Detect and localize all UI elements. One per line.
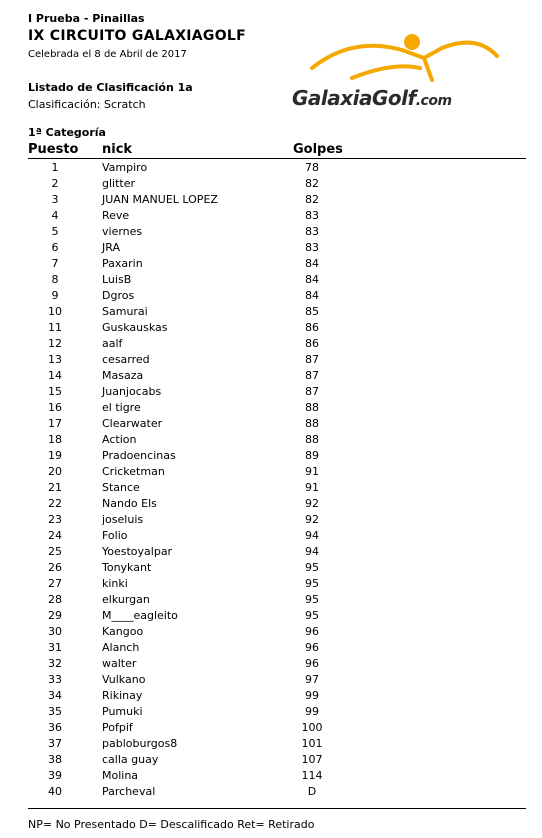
table-row	[0, 544, 542, 560]
row-position: 5	[51, 225, 59, 238]
row-score: 95	[305, 577, 319, 590]
table-row	[0, 224, 542, 240]
row-score: 99	[305, 705, 319, 718]
header-line1: I Prueba - Pinaillas	[28, 12, 145, 25]
row-nick: glitter	[102, 177, 136, 190]
table-row	[0, 640, 542, 656]
table-row	[0, 448, 542, 464]
row-nick: Juanjocabs	[102, 385, 162, 398]
logo-wordmark	[292, 86, 452, 110]
table-row	[0, 672, 542, 688]
row-position: 11	[48, 321, 62, 334]
table-row	[0, 304, 542, 320]
table-row	[0, 352, 542, 368]
row-score: 95	[305, 609, 319, 622]
row-position: 19	[48, 449, 62, 462]
row-position: 30	[48, 625, 62, 638]
row-score: 114	[301, 769, 323, 782]
column-header-golpes: Golpes	[293, 142, 343, 157]
row-position: 20	[48, 465, 62, 478]
row-nick: calla guay	[102, 753, 159, 766]
row-nick: Folio	[102, 529, 128, 542]
table-row	[0, 688, 542, 704]
row-score: 94	[305, 529, 319, 542]
table-row	[0, 512, 542, 528]
row-position: 6	[51, 241, 59, 254]
row-nick: Vulkano	[102, 673, 146, 686]
row-score: 88	[305, 433, 319, 446]
table-row	[0, 384, 542, 400]
table-row	[0, 256, 542, 272]
table-row	[0, 480, 542, 496]
row-position: 1	[51, 161, 59, 174]
row-nick: Pumuki	[102, 705, 143, 718]
row-score: 83	[305, 209, 319, 222]
row-score: 95	[305, 561, 319, 574]
row-nick: JRA	[102, 241, 120, 254]
row-score: 87	[305, 369, 319, 382]
row-position: 14	[48, 369, 62, 382]
galaxiagolf-logo	[292, 28, 512, 120]
row-nick: Masaza	[102, 369, 144, 382]
footer-divider	[28, 808, 526, 809]
table-row	[0, 336, 542, 352]
row-score: 87	[305, 385, 319, 398]
row-position: 28	[48, 593, 62, 606]
row-position: 21	[48, 481, 62, 494]
results-table	[0, 160, 542, 800]
row-score: 86	[305, 337, 319, 350]
row-position: 39	[48, 769, 62, 782]
legend-text: NP= No Presentado D= Descalificado Ret= Retirado	[28, 818, 315, 831]
row-position: 40	[48, 785, 62, 798]
row-score: 107	[301, 753, 323, 766]
table-row	[0, 176, 542, 192]
row-score: 92	[305, 513, 319, 526]
table-row	[0, 288, 542, 304]
row-score: 101	[301, 737, 323, 750]
row-position: 16	[48, 401, 62, 414]
row-nick: Clearwater	[102, 417, 163, 430]
row-position: 23	[48, 513, 62, 526]
row-position: 33	[48, 673, 62, 686]
row-nick: Tonykant	[102, 561, 152, 574]
table-row	[0, 720, 542, 736]
row-nick: walter	[102, 657, 137, 670]
row-score: 96	[305, 641, 319, 654]
row-score: 84	[305, 289, 319, 302]
row-score: 91	[305, 481, 319, 494]
table-row	[0, 400, 542, 416]
row-nick: Samurai	[102, 305, 148, 318]
row-nick: Rikinay	[102, 689, 143, 702]
row-position: 8	[51, 273, 59, 286]
row-position: 2	[51, 177, 59, 190]
row-position: 7	[51, 257, 59, 270]
table-row	[0, 608, 542, 624]
row-nick: kinki	[102, 577, 128, 590]
row-score: 84	[305, 257, 319, 270]
table-row	[0, 416, 542, 432]
row-position: 9	[51, 289, 59, 302]
table-row	[0, 272, 542, 288]
row-score: 99	[305, 689, 319, 702]
row-score: 97	[305, 673, 319, 686]
row-nick: Pofpif	[102, 721, 133, 734]
row-position: 38	[48, 753, 62, 766]
table-row	[0, 656, 542, 672]
row-nick: M____eagleito	[102, 609, 178, 622]
row-nick: Parcheval	[102, 785, 156, 798]
row-score: 85	[305, 305, 319, 318]
classification-type: Clasificación: Scratch	[28, 98, 146, 111]
row-nick: el tigre	[102, 401, 141, 414]
row-position: 17	[48, 417, 62, 430]
row-score: 100	[301, 721, 323, 734]
list-title: Listado de Clasificación 1a	[28, 81, 193, 94]
row-score: 96	[305, 625, 319, 638]
row-position: 18	[48, 433, 62, 446]
row-position: 26	[48, 561, 62, 574]
table-row	[0, 496, 542, 512]
row-position: 29	[48, 609, 62, 622]
row-score: 84	[305, 273, 319, 286]
table-row	[0, 784, 542, 800]
row-score: 92	[305, 497, 319, 510]
row-position: 3	[51, 193, 59, 206]
row-score: 83	[305, 225, 319, 238]
row-nick: Nando Els	[102, 497, 157, 510]
header-divider	[28, 158, 526, 159]
row-nick: Yoestoyalpar	[102, 545, 173, 558]
row-nick: elkurgan	[102, 593, 150, 606]
logo-text-main: GalaxiaGolf	[292, 86, 416, 110]
table-row	[0, 208, 542, 224]
logo-text-suffix: .com	[415, 93, 452, 109]
row-position: 15	[48, 385, 62, 398]
row-nick: Action	[102, 433, 137, 446]
row-nick: Kangoo	[102, 625, 144, 638]
row-score: 88	[305, 401, 319, 414]
row-score: 95	[305, 593, 319, 606]
column-header-puesto: Puesto	[28, 142, 79, 157]
page-title: IX CIRCUITO GALAXIAGOLF	[28, 28, 247, 44]
row-score: 82	[305, 193, 319, 206]
row-position: 27	[48, 577, 62, 590]
table-row	[0, 432, 542, 448]
table-row	[0, 368, 542, 384]
row-nick: Cricketman	[102, 465, 165, 478]
row-score: 78	[305, 161, 319, 174]
row-position: 37	[48, 737, 62, 750]
row-position: 34	[48, 689, 62, 702]
row-nick: viernes	[102, 225, 143, 238]
table-row	[0, 528, 542, 544]
row-position: 22	[48, 497, 62, 510]
row-position: 25	[48, 545, 62, 558]
row-nick: Dgros	[102, 289, 135, 302]
table-row	[0, 240, 542, 256]
category-label: 1ª Categoría	[28, 126, 106, 139]
table-row	[0, 464, 542, 480]
row-nick: JUAN MANUEL LOPEZ	[102, 193, 218, 206]
table-row	[0, 768, 542, 784]
table-row	[0, 624, 542, 640]
table-row	[0, 320, 542, 336]
row-nick: LuisB	[102, 273, 132, 286]
row-score: 86	[305, 321, 319, 334]
row-nick: aalf	[102, 337, 123, 350]
golfer-swing-icon	[292, 28, 512, 88]
row-position: 36	[48, 721, 62, 734]
row-nick: Pradoencinas	[102, 449, 176, 462]
row-position: 10	[48, 305, 62, 318]
row-score: 96	[305, 657, 319, 670]
table-row	[0, 752, 542, 768]
table-row	[0, 736, 542, 752]
row-nick: Stance	[102, 481, 140, 494]
row-score: D	[307, 785, 317, 798]
table-row	[0, 160, 542, 176]
row-score: 89	[305, 449, 319, 462]
row-position: 32	[48, 657, 62, 670]
row-nick: Guskauskas	[102, 321, 168, 334]
row-nick: Alanch	[102, 641, 140, 654]
table-row	[0, 560, 542, 576]
table-row	[0, 704, 542, 720]
event-date: Celebrada el 8 de Abril de 2017	[28, 49, 187, 60]
row-position: 4	[51, 209, 59, 222]
row-nick: Vampiro	[102, 161, 148, 174]
row-score: 91	[305, 465, 319, 478]
row-position: 35	[48, 705, 62, 718]
row-position: 24	[48, 529, 62, 542]
row-nick: Paxarin	[102, 257, 143, 270]
row-score: 87	[305, 353, 319, 366]
row-score: 83	[305, 241, 319, 254]
row-nick: cesarred	[102, 353, 150, 366]
row-score: 94	[305, 545, 319, 558]
row-nick: joseluis	[102, 513, 144, 526]
row-position: 13	[48, 353, 62, 366]
table-row	[0, 592, 542, 608]
table-row	[0, 192, 542, 208]
row-nick: Reve	[102, 209, 130, 222]
row-position: 12	[48, 337, 62, 350]
row-position: 31	[48, 641, 62, 654]
row-nick: pabloburgos8	[102, 737, 178, 750]
row-nick: Molina	[102, 769, 139, 782]
column-header-nick: nick	[102, 142, 133, 157]
row-score: 82	[305, 177, 319, 190]
row-score: 88	[305, 417, 319, 430]
table-row	[0, 576, 542, 592]
